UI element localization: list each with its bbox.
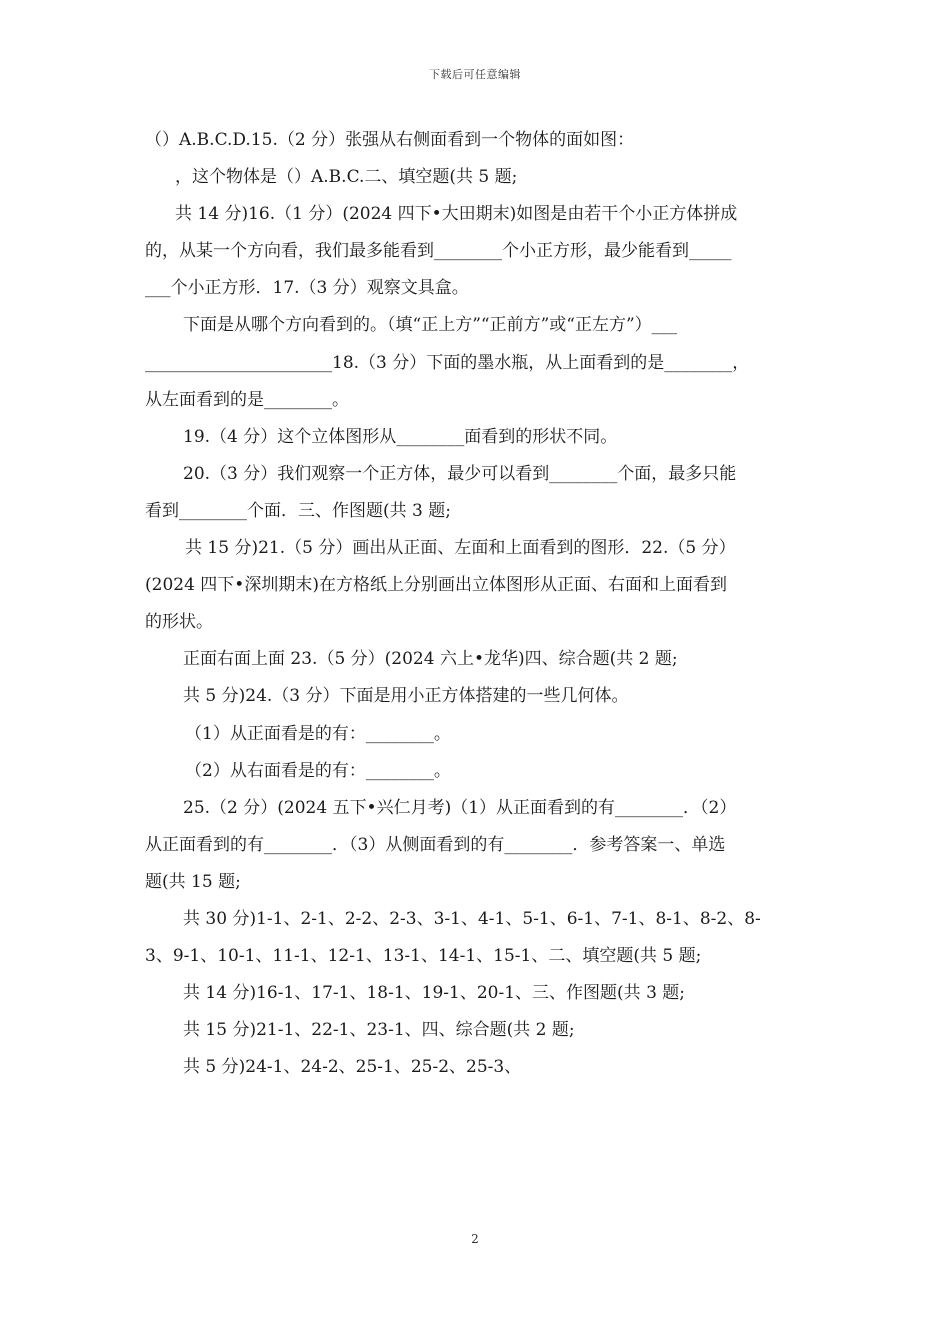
text-line: 从正面看到的有________．（3）从侧面看到的有________．参考答案一、单选 (145, 834, 726, 855)
text-line: ______________________18.（3 分）下面的墨水瓶，从上面看到的是________， (145, 352, 750, 373)
text-line: （2）从右面看是的有：________。 (185, 760, 451, 781)
text-line: 共 14 分)16-1、17-1、18-1、19-1、20-1、三、作图题(共 3 题; (183, 983, 686, 1004)
page-header: 下载后可任意编辑 (429, 68, 521, 81)
text-line: 共 15 分)21-1、22-1、23-1、四、综合题(共 2 题; (183, 1020, 575, 1041)
text-line: 19.（4 分）这个立体图形从________面看到的形状不同。 (183, 426, 618, 447)
text-line: 的，从某一个方向看，我们最多能看到________个小正方形，最少能看到_____ (145, 241, 732, 262)
document-body (145, 122, 810, 1086)
text-line: 共 14 分)16.（1 分）(2024 四下•大田期末)如图是由若干个小正方体拼成 (175, 204, 738, 225)
text-line: 20.（3 分）我们观察一个正方体，最少可以看到________个面，最多只能 (183, 463, 737, 484)
text-line: ，这个物体是（）A.B.C.二、填空题(共 5 题; (175, 167, 518, 188)
page-number: 2 (471, 1232, 479, 1246)
text-line: 25.（2 分）(2024 五下•兴仁月考)（1）从正面看到的有________．（2） (183, 797, 737, 818)
text-line: 共 15 分)21.（5 分）画出从正面、左面和上面看到的图形．22.（5 分） (185, 538, 736, 559)
text-line: （1）从正面看是的有：________。 (185, 723, 451, 744)
text-line: 共 5 分)24.（3 分）下面是用小正方体搭建的一些几何体。 (183, 686, 629, 707)
text-line: 看到________个面．三、作图题(共 3 题; (145, 500, 451, 521)
text-line: 的形状。 (145, 612, 213, 633)
text-line: 共 30 分)1-1、2-1、2-2、2-3、3-1、4-1、5-1、6-1、7-1、8-1、8-2、8- (183, 908, 761, 929)
text-line: 从左面看到的是________。 (145, 389, 349, 410)
text-line: ___个小正方形．17.（3 分）观察文具盒。 (145, 278, 469, 299)
text-line: 下面是从哪个方向看到的。（填“正上方”“正前方”或“正左方”）___ (183, 315, 678, 336)
text-line: 共 5 分)24-1、24-2、25-1、25-2、25-3、 (183, 1057, 522, 1078)
text-line: (2024 四下•深圳期末)在方格纸上分别画出立体图形从正面、右面和上面看到 (145, 575, 727, 596)
text-line: 3、9-1、10-1、11-1、12-1、13-1、14-1、15-1、二、填空题(共 5 题; (145, 946, 702, 967)
text-line: （）A.B.C.D.15.（2 分）张强从右侧面看到一个物体的面如图： (145, 130, 635, 150)
text-line: 题(共 15 题; (145, 871, 241, 892)
text-line: 正面右面上面 23.（5 分）(2024 六上•龙华)四、综合题(共 2 题; (183, 649, 678, 670)
